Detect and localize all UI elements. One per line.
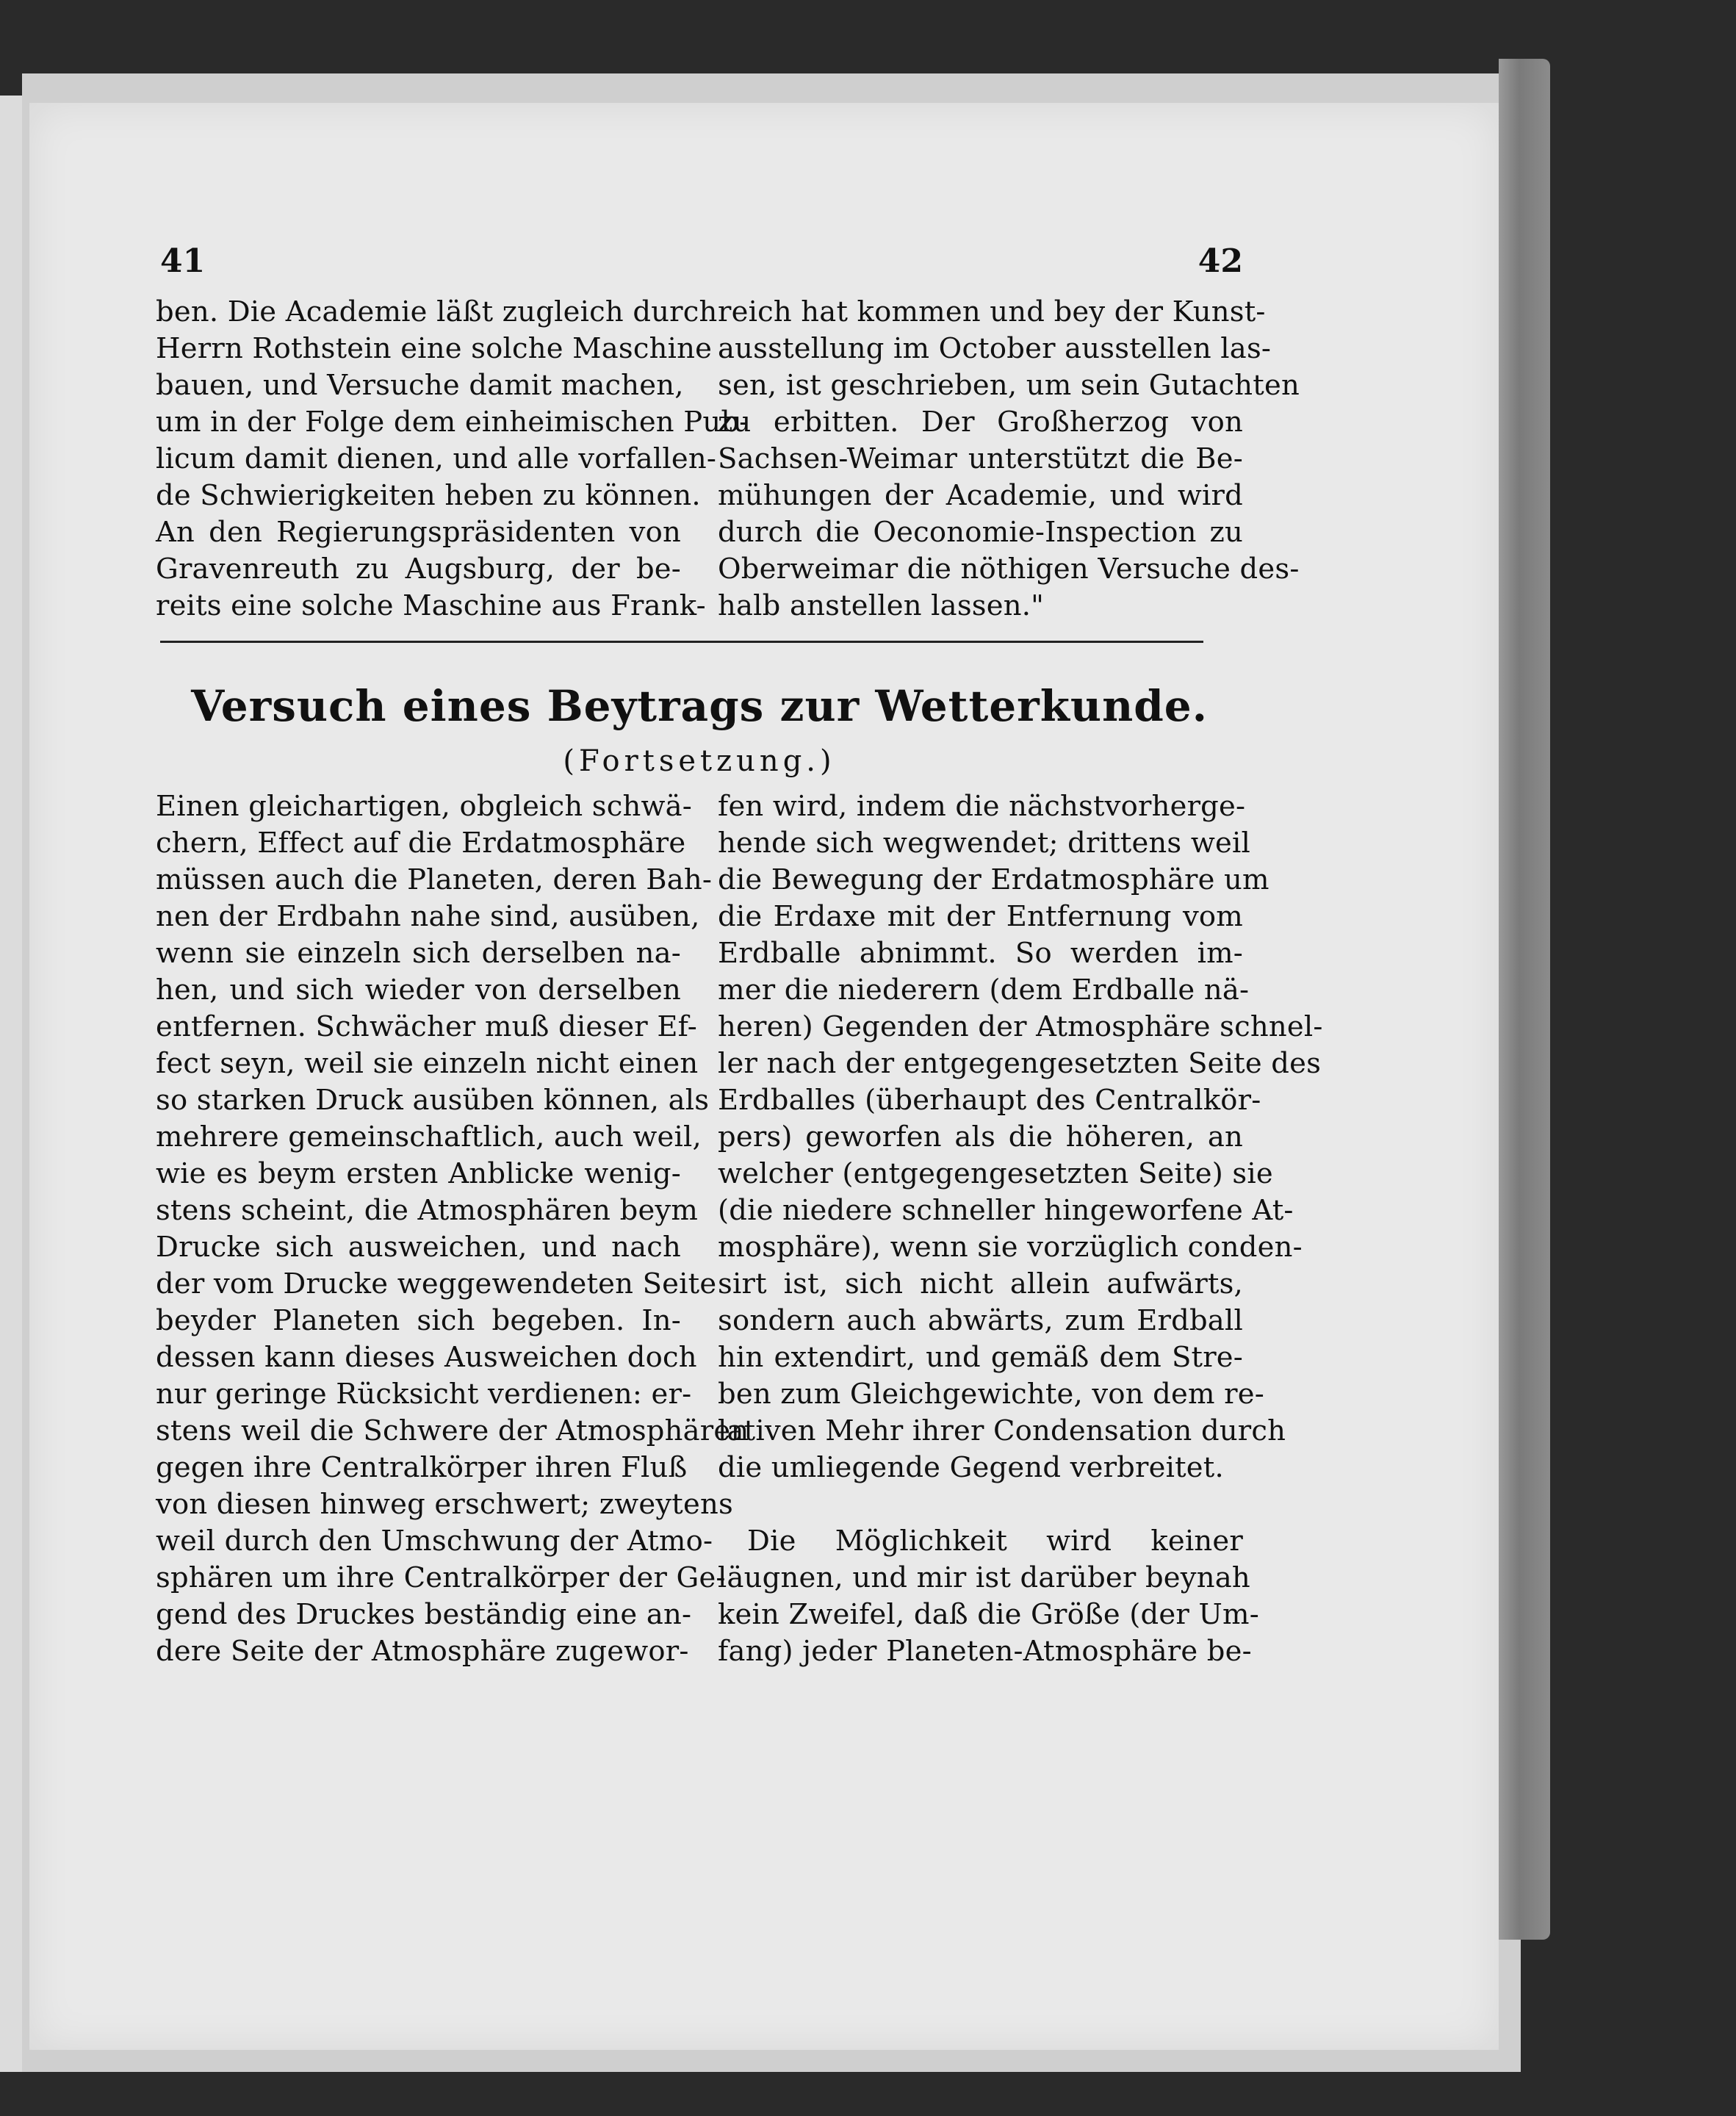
page-number-left: 41 [160,242,206,280]
paragraph-gap [718,1486,1243,1523]
top-left-column [156,294,749,625]
body-left-column [156,788,749,1670]
text-line: reich hat kommen und bey der Kunst- [718,295,1266,328]
text-line: so starken Druck ausüben können, als [156,1084,710,1117]
text-line: welcher (entgegengesetzten Seite) sie [718,1157,1273,1190]
text-line: zu erbitten. Der Großherzog von [718,406,1243,439]
text-line: beyder Planeten sich begeben. In- [156,1304,681,1337]
text-line: bauen, und Versuche damit machen, [156,369,684,402]
text-line: mer die niederern (dem Erdballe nä- [718,974,1250,1007]
text-line: durch die Oeconomie-Inspection zu [718,516,1243,549]
text-line: stens weil die Schwere der Atmosphären [156,1414,749,1447]
text-line: mosphäre), wenn sie vorzüglich conden- [718,1231,1303,1264]
text-line: licum damit dienen, und alle vorfallen- [156,442,717,475]
text-line: Drucke sich ausweichen, und nach [156,1231,681,1264]
text-line: stens scheint, die Atmosphären beym [156,1194,699,1227]
text-line: (die niedere schneller hingeworfene At- [718,1194,1294,1227]
top-columns [156,294,1300,625]
book-block-edge [1499,59,1550,1940]
page-number-row [156,242,1243,294]
top-right-column [718,294,1300,625]
text-line: um in der Folge dem einheimischen Pub- [156,406,749,439]
text-line: fen wird, indem die nächstvorherge- [718,790,1246,823]
text-line: reits eine solche Maschine aus Frank- [156,589,706,622]
text-line: An den Regierungspräsidenten von [156,516,681,549]
text-line: Die Möglichkeit wird keiner [747,1525,1243,1558]
text-line: Einen gleichartigen, obgleich schwä- [156,790,692,823]
text-line: nur geringe Rücksicht verdienen: er- [156,1378,692,1411]
text-line: von diesen hinweg erschwert; zweytens [156,1488,733,1521]
text-line: die Bewegung der Erdatmosphäre um [718,863,1269,896]
body-columns [156,788,1323,1670]
text-line: pers) geworfen als die höheren, an [718,1120,1243,1154]
text-line: läugnen, und mir ist darüber beynah [718,1561,1250,1594]
text-line: der vom Drucke weggewendeten Seite [156,1267,717,1300]
section-divider [160,641,1203,643]
text-line: de Schwierigkeiten heben zu können. [156,479,701,512]
text-line: Erdballes (überhaupt des Centralkör- [718,1084,1261,1117]
text-line: gend des Druckes beständig eine an- [156,1598,692,1631]
section-title: Versuch eines Beytrags zur Wetterkunde. [191,681,1208,731]
text-line: halb anstellen lassen." [718,589,1045,622]
text-line: Herrn Rothstein eine solche Maschine [156,332,713,365]
text-line: Erdballe abnimmt. So werden im- [718,937,1243,970]
text-line: dessen kann dieses Ausweichen doch [156,1341,697,1374]
text-line: fect seyn, weil sie einzeln nicht einen [156,1047,699,1080]
text-line: gegen ihre Centralkörper ihren Fluß [156,1451,688,1484]
text-line: ler nach der entgegengesetzten Seite des [718,1047,1322,1080]
text-line: hin extendirt, und gemäß dem Stre- [718,1341,1243,1374]
text-line: mehrere gemeinschaftlich, auch weil, [156,1120,702,1154]
text-line: nen der Erdbahn nahe sind, ausüben, [156,900,700,933]
text-line: wenn sie einzeln sich derselben na- [156,937,681,970]
text-line: weil durch den Umschwung der Atmo- [156,1525,713,1558]
page-content [156,242,1323,1670]
text-line: Oberweimar die nöthigen Versuche des- [718,553,1300,586]
text-line: entfernen. Schwächer muß dieser Ef- [156,1010,697,1043]
text-line: fang) jeder Planeten-Atmosphäre be- [718,1635,1252,1668]
text-line: sphären um ihre Centralkörper der Ge- [156,1561,726,1594]
text-line: sondern auch abwärts, zum Erdball [718,1304,1243,1337]
text-line: ben zum Gleichgewichte, von dem re- [718,1378,1264,1411]
text-line: Gravenreuth zu Augsburg, der be- [156,553,681,586]
text-line: sen, ist geschrieben, um sein Gutachten [718,369,1300,402]
text-line: die umliegende Gegend verbreitet. [718,1451,1224,1484]
text-line: die Erdaxe mit der Entfernung vom [718,900,1243,933]
text-line: chern, Effect auf die Erdatmosphäre [156,827,686,860]
text-line: Sachsen-Weimar unterstützt die Be- [718,442,1243,475]
text-line: müssen auch die Planeten, deren Bah- [156,863,713,896]
section-subtitle: (Fortsetzung.) [563,744,836,778]
text-line: dere Seite der Atmosphäre zugewor- [156,1635,689,1668]
text-line: hen, und sich wieder von derselben [156,974,681,1007]
text-line: ausstellung im October ausstellen las- [718,332,1272,365]
text-line: ben. Die Academie läßt zugleich durch [156,295,718,328]
text-line: hende sich wegwendet; drittens weil [718,827,1250,860]
text-line: lativen Mehr ihrer Condensation durch [718,1414,1286,1447]
text-line: mühungen der Academie, und wird [718,479,1243,512]
page-number-right: 42 [1197,242,1243,280]
text-line: sirt ist, sich nicht allein aufwärts, [718,1267,1243,1300]
text-line: wie es beym ersten Anblicke wenig- [156,1157,681,1190]
text-line: kein Zweifel, daß die Größe (der Um- [718,1598,1259,1631]
body-right-column [718,788,1323,1670]
text-line: heren) Gegenden der Atmosphäre schnel- [718,1010,1323,1043]
